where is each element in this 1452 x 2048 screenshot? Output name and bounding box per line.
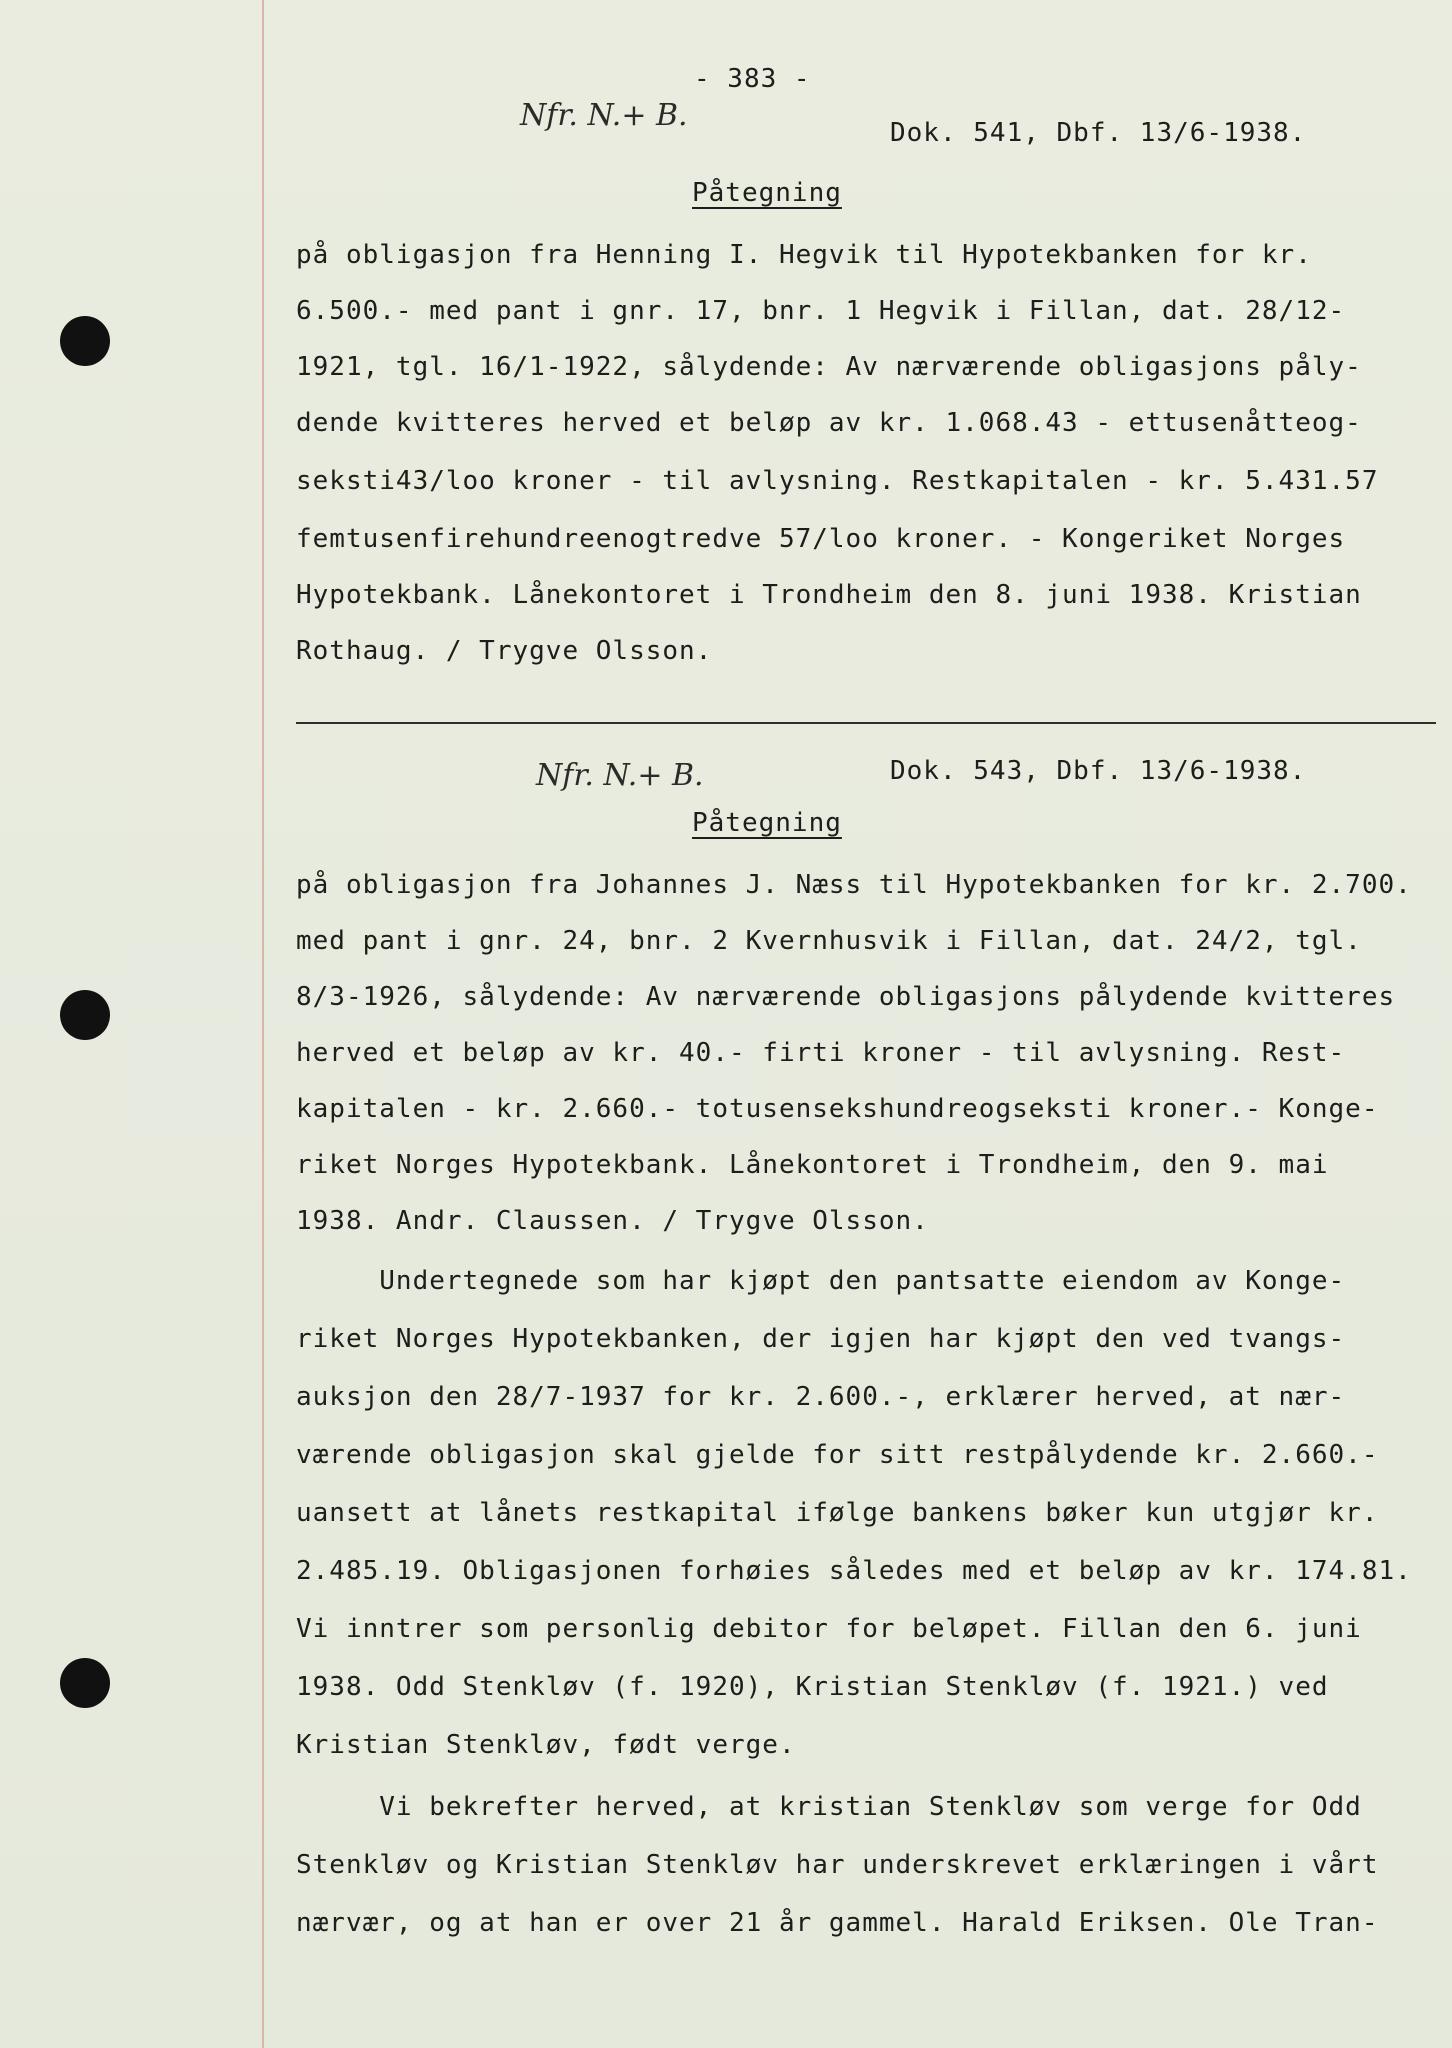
document-reference: Dok. 543, Dbf. 13/6-1938.	[890, 756, 1307, 786]
text-line: med pant i gnr. 24, bnr. 2 Kvernhusvik i Fillan, dat. 24/2, tgl.	[296, 926, 1362, 956]
text-line: herved et beløp av kr. 40.- firti kroner - til avlysning. Rest-	[296, 1038, 1346, 1068]
text-line: uansett at lånets restkapital ifølge bankens bøker kun utgjør kr.	[296, 1498, 1379, 1528]
page-number: - 383 -	[694, 64, 811, 94]
punch-hole	[60, 316, 110, 366]
text-line: seksti43/loo kroner - til avlysning. Restkapitalen - kr. 5.431.57	[296, 466, 1379, 496]
text-line: Rothaug. / Trygve Olsson.	[296, 636, 713, 666]
text-line: riket Norges Hypotekbank. Lånekontoret i Trondheim, den 9. mai	[296, 1150, 1329, 1180]
handwritten-annotation: Nfr. N.+ B.	[520, 98, 688, 133]
text-line: riket Norges Hypotekbanken, der igjen har kjøpt den ved tvangs-	[296, 1324, 1346, 1354]
text-line: 1938. Andr. Claussen. / Trygve Olsson.	[296, 1206, 929, 1236]
punch-hole	[60, 990, 110, 1040]
text-line: på obligasjon fra Henning I. Hegvik til Hypotekbanken for kr.	[296, 240, 1312, 270]
text-line: dende kvitteres herved et beløp av kr. 1.068.43 - ettusenåtteog-	[296, 408, 1362, 438]
text-line: Kristian Stenkløv, født verge.	[296, 1730, 796, 1760]
text-line: værende obligasjon skal gjelde for sitt restpålydende kr. 2.660.-	[296, 1440, 1379, 1470]
margin-line	[262, 0, 264, 2048]
text-line: 1921, tgl. 16/1-1922, sålydende: Av nærværende obligasjons påly-	[296, 352, 1362, 382]
text-line: Hypotekbank. Lånekontoret i Trondheim den 8. juni 1938. Kristian	[296, 580, 1362, 610]
text-line: kapitalen - kr. 2.660.- totusensekshundreogseksti kroner.- Konge-	[296, 1094, 1379, 1124]
text-line: femtusenfirehundreenogtredve 57/loo kroner. - Kongeriket Norges	[296, 524, 1346, 554]
text-line: 6.500.- med pant i gnr. 17, bnr. 1 Hegvik i Fillan, dat. 28/12-	[296, 296, 1346, 326]
section-divider	[296, 722, 1436, 724]
text-line: Undertegnede som har kjøpt den pantsatte eiendom av Konge-	[296, 1266, 1346, 1296]
text-line: Stenkløv og Kristian Stenkløv har underskrevet erklæringen i vårt	[296, 1850, 1379, 1880]
text-line: auksjon den 28/7-1937 for kr. 2.600.-, erklærer herved, at nær-	[296, 1382, 1346, 1412]
text-line: 2.485.19. Obligasjonen forhøies således med et beløp av kr. 174.81.	[296, 1556, 1412, 1586]
text-line: Vi bekrefter herved, at kristian Stenkløv som verge for Odd	[296, 1792, 1362, 1822]
entry-heading: Påtegning	[692, 808, 842, 838]
punch-hole	[60, 1658, 110, 1708]
entry-heading: Påtegning	[692, 178, 842, 208]
text-line: 8/3-1926, sålydende: Av nærværende obligasjons pålydende kvitteres	[296, 982, 1396, 1012]
document-reference: Dok. 541, Dbf. 13/6-1938.	[890, 118, 1307, 148]
text-line: 1938. Odd Stenkløv (f. 1920), Kristian Stenkløv (f. 1921.) ved	[296, 1672, 1329, 1702]
text-line: på obligasjon fra Johannes J. Næss til Hypotekbanken for kr. 2.700.	[296, 870, 1412, 900]
text-line: Vi inntrer som personlig debitor for beløpet. Fillan den 6. juni	[296, 1614, 1362, 1644]
text-line: nærvær, og at han er over 21 år gammel. Harald Eriksen. Ole Tran-	[296, 1908, 1379, 1938]
handwritten-annotation: Nfr. N.+ B.	[536, 758, 704, 793]
